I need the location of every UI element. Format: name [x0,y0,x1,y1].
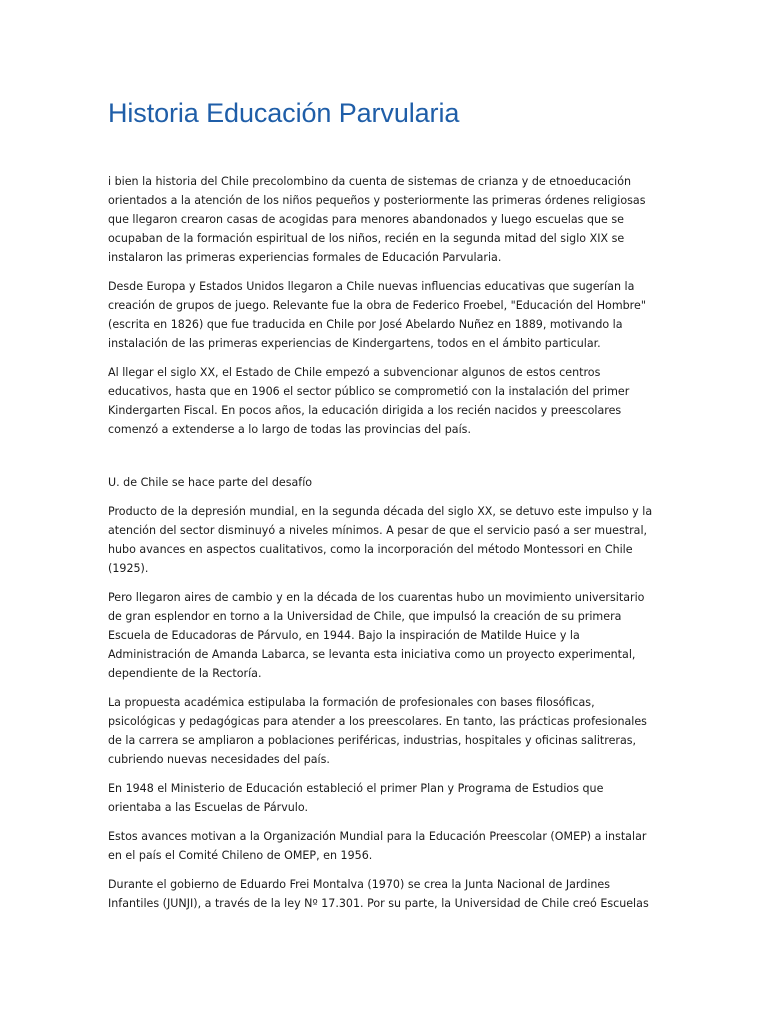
section-heading: U. de Chile se hace parte del desafío [108,476,313,489]
paragraph: Desde Europa y Estados Unidos llegaron a Chile nuevas influencias educativas que sugerían la creación de grupos de juego. Relevante fue la obra de Federico Froebel, "Educación del Hombre" (escrita en 1826) que fue traducida en Chile por José Abelardo Nuñez en 1889, motivando la instalación de las primeras experiencias de Kindergartens, todos en el ámbito particular. [108,280,646,350]
paragraph: Pero llegaron aires de cambio y en la década de los cuarentas hubo un movimiento universitario de gran esplendor en torno a la Universidad de Chile, que impulsó la creación de su primera Escuela de Educadoras de Párvulo, en 1944. Bajo la inspiración de Matilde Huice y la Administración de Amanda Labarca, se levanta esta iniciativa como un proyecto experimental, dependiente de la Rectoría. [108,591,645,680]
document-body [108,172,660,923]
paragraph: Producto de la depresión mundial, en la segunda década del siglo XX, se detuvo este impulso y la atención del sector disminuyó a niveles mínimos. A pesar de que el servicio pasó a ser muestral, hubo avances en aspectos cualitativos, como la incorporación del método Montessori en Chile (1925). [108,505,653,575]
paragraph: La propuesta académica estipulaba la formación de profesionales con bases filosóficas, psicológicas y pedagógicas para atender a los preescolares. En tanto, las prácticas profesionales de la carrera se ampliaron a poblaciones periféricas, industrias, hospitales y oficinas salitreras, cubriendo nuevas necesidades del país. [108,696,647,766]
paragraph: Al llegar el siglo XX, el Estado de Chile empezó a subvencionar algunos de estos centros educativos, hasta que en 1906 el sector público se comprometió con la instalación del primer Kindergarten Fiscal. En pocos años, la educación dirigida a los recién nacidos y preescolares comenzó a extenderse a lo largo de todas las provincias del país. [108,366,630,436]
document-title: Historia Educación Parvularia [108,98,460,128]
paragraph: En 1948 el Ministerio de Educación estableció el primer Plan y Programa de Estudios que orientaba a las Escuelas de Párvulo. [108,782,604,814]
paragraph: i bien la historia del Chile precolombino da cuenta de sistemas de crianza y de etnoeducación orientados a la atención de los niños pequeños y posteriormente las primeras órdenes religiosas que llegaron crearon casas de acogidas para menores abandonados y luego escuelas que se ocupaban de la formación espiritual de los niños, recién en la segunda mitad del siglo XIX se instalaron las primeras experiencias formales de Educación Parvularia. [108,175,646,264]
paragraph: Estos avances motivan a la Organización Mundial para la Educación Preescolar (OMEP) a instalar en el país el Comité Chileno de OMEP, en 1956. [108,830,647,862]
paragraph: Durante el gobierno de Eduardo Frei Montalva (1970) se crea la Junta Nacional de Jardines Infantiles (JUNJI), a través de la ley Nº 17.301. Por su parte, la Universidad de Chile creó Escuelas [108,878,649,910]
